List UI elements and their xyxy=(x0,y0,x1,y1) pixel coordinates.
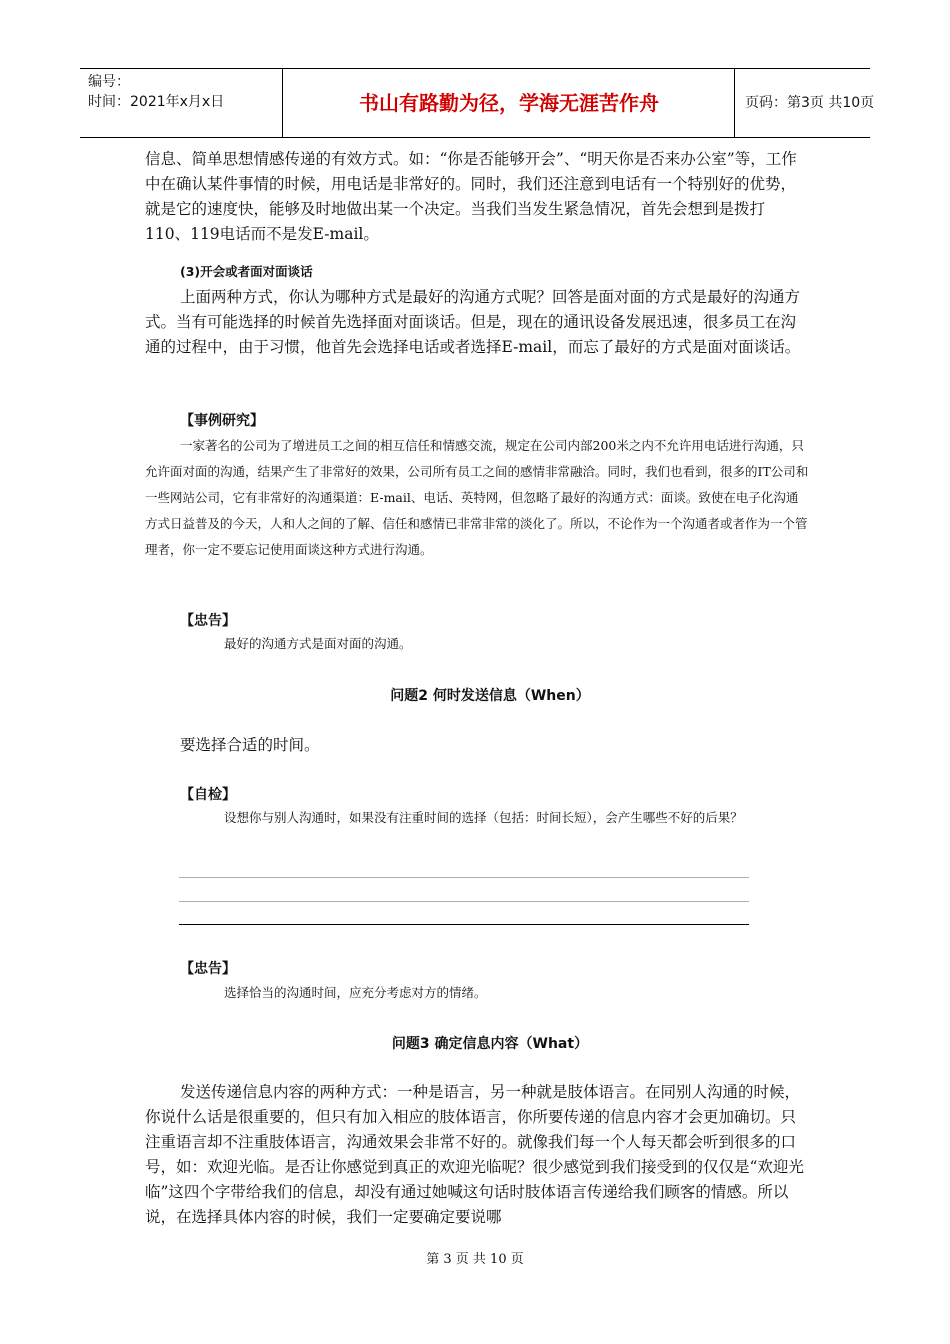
paragraph-phone: 信息、简单思想情感传递的有效方式。如：“你是否能够开会”、“明天你是否来办公室”等，工作中在确认某件事情的时候，用电话是非常好的。同时，我们还注意到电话有一个特别好的优势，就是它的速度快，能够及时地做出某一个决定。当我们当发生紧急情况，首先会想到是拨打110、119电话而不是发E-mail。 xyxy=(145,150,797,243)
self-check-title: 【自检】 xyxy=(180,787,236,803)
header-motto: 书山有路勤为径，学海无涯苦作舟 xyxy=(284,69,735,137)
answer-line-3 xyxy=(179,924,749,925)
advice-text-1: 最好的沟通方式是面对面的沟通。 xyxy=(224,636,412,651)
case-study-text: 一家著名的公司为了增进员工之间的相互信任和情感交流，规定在公司内部200米之内不允许用电话进行沟通，只允许面对面的沟通，结果产生了非常好的效果，公司所有员工之间的感情非常融洽。同时，我们也看到，很多的IT公司和一些网站公司，它有非常好的沟通渠道：E-mail、电话、英特网，但忽略了最好的沟通方式：面谈。致使在电子化沟通方式日益普及的今天，人和人之间的了解、信任和感情已非常非常的淡化了。所以，不论作为一个沟通者或者作为一个管理者，你一定不要忘记使用面谈这种方式进行沟通。 xyxy=(145,438,809,557)
answer-line-2 xyxy=(179,901,749,902)
time-label: 时间：2021年x月x日 xyxy=(88,94,225,110)
question-3-heading: 问题3 确定信息内容（What） xyxy=(391,1036,589,1052)
advice-title-2: 【忠告】 xyxy=(180,961,236,977)
case-study-title: 【事例研究】 xyxy=(180,413,264,429)
header-meta xyxy=(80,69,283,137)
advice-text-2: 选择恰当的沟通时间，应充分考虑对方的情绪。 xyxy=(224,985,487,1000)
subheading-face-to-face: (3)开会或者面对面谈话 xyxy=(180,264,313,279)
number-label: 编号： xyxy=(88,74,130,90)
question-2-heading: 问题2 何时发送信息（When） xyxy=(390,688,590,704)
page-footer: 第 3 页 共 10 页 xyxy=(426,1252,524,1267)
answer-line-1 xyxy=(179,877,749,878)
question-3-text: 发送传递信息内容的两种方式：一种是语言，另一种就是肢体语言。在同别人沟通的时候，你说什么话是很重要的，但只有加入相应的肢体语言，你所要传递的信息内容才会更加确切。只注重语言却不注重肢体语言，沟通效果会非常不好的。就像我们每一个人每天都会听到很多的口号，如：欢迎光临。是否让你感觉到真正的欢迎光临呢？很少感觉到我们接受到的仅仅是“欢迎光临”这四个字带给我们的信息，却没有通过她喊这句话时肢体语言传递给我们顾客的情感。所以说，在选择具体内容的时候，我们一定要确定要说哪 xyxy=(145,1083,804,1226)
question-2-text: 要选择合适的时间。 xyxy=(180,736,320,754)
self-check-text: 设想你与别人沟通时，如果没有注重时间的选择（包括：时间长短），会产生哪些不好的后果？ xyxy=(224,810,743,825)
header-page-code: 页码：第3页 共10页 xyxy=(745,95,875,111)
paragraph-face-to-face: 上面两种方式，你认为哪种方式是最好的沟通方式呢？回答是面对面的方式是最好的沟通方式。当有可能选择的时候首先选择面对面谈话。但是，现在的通讯设备发展迅速，很多员工在沟通的过程中，由于习惯，他首先会选择电话或者选择E-mail，而忘了最好的方式是面对面谈话。 xyxy=(145,288,801,356)
page-header xyxy=(80,68,875,138)
advice-title-1: 【忠告】 xyxy=(180,613,236,629)
